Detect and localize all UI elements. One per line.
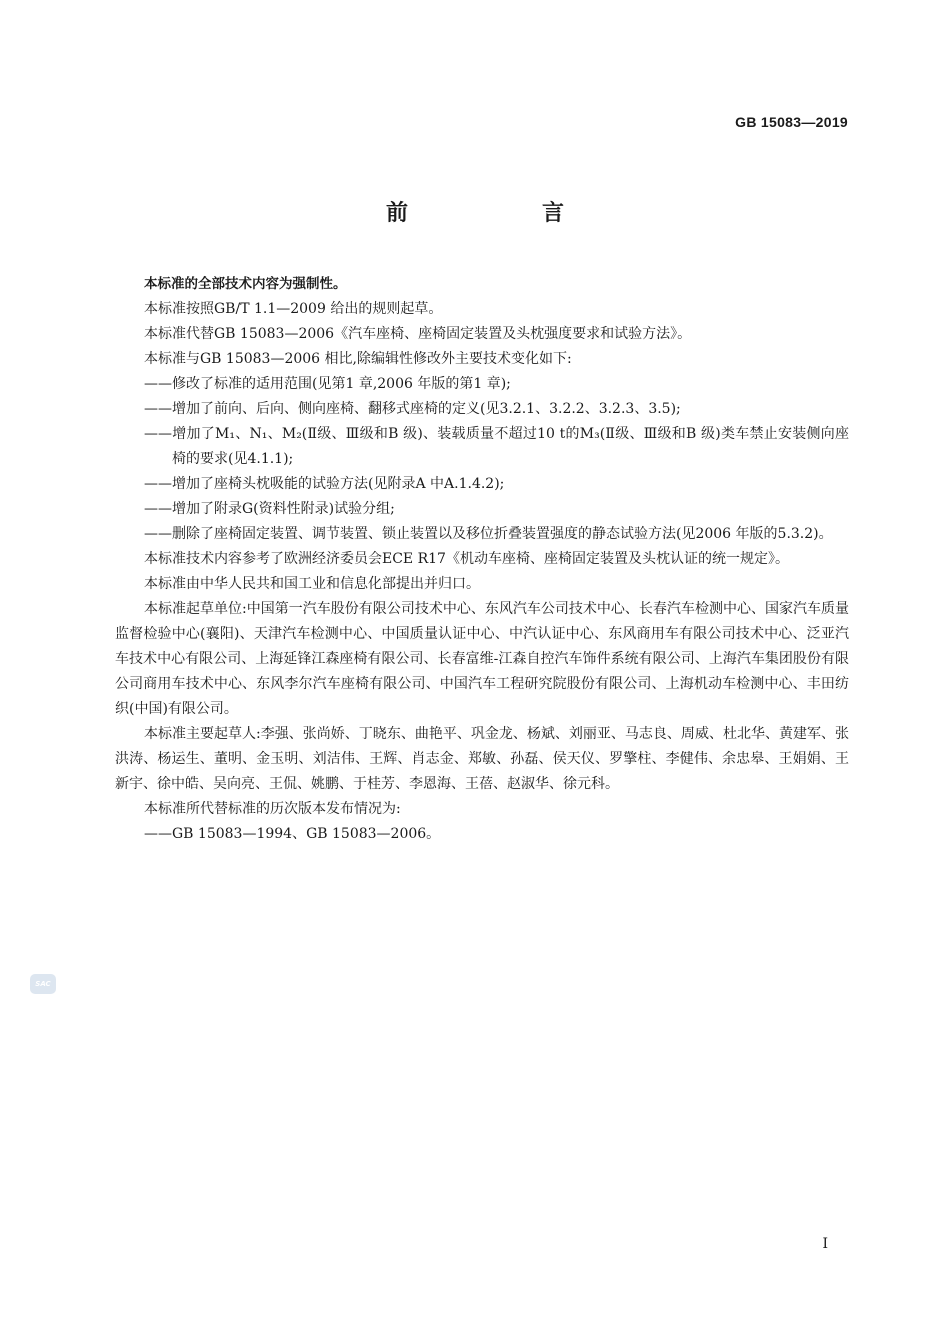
document-body bbox=[115, 272, 849, 847]
sac-watermark-logo: SAC bbox=[30, 974, 56, 994]
page-number: I bbox=[822, 1236, 828, 1252]
paragraph-drafters: 本标准主要起草人:李强、张尚娇、丁晓东、曲艳平、巩金龙、杨斌、刘丽亚、马志良、周威、杜北华、黄建军、张洪涛、杨运生、董明、金玉明、刘洁伟、王辉、肖志金、郑敏、孙磊、侯天仪、罗擎柱、李健伟、余忠皋、王娟娟、王新宇、徐中皓、吴向亮、王侃、姚鹏、于桂芳、李恩海、王蓓、赵淑华、徐元科。 bbox=[115, 726, 849, 792]
paragraph-drafting-rules: 本标准按照GB/T 1.1—2009 给出的规则起草。 bbox=[144, 301, 443, 317]
paragraph-replaces: 本标准代替GB 15083—2006《汽车座椅、座椅固定装置及头枕强度要求和试验方法》。 bbox=[144, 326, 692, 342]
history-list-item: ——GB 15083—1994、GB 15083—2006。 bbox=[144, 826, 441, 842]
paragraph-proposer: 本标准由中华人民共和国工业和信息化部提出并归口。 bbox=[144, 576, 480, 592]
change-list-item: ——删除了座椅固定装置、调节装置、锁止装置以及移位折叠装置强度的静态试验方法(见2006 年版的5.3.2)。 bbox=[144, 526, 833, 542]
page-title: 前 言 bbox=[385, 201, 620, 226]
standard-number: GB 15083—2019 bbox=[735, 114, 848, 130]
change-list-item: ——增加了前向、后向、侧向座椅、翻移式座椅的定义(见3.2.1、3.2.2、3.2.3、3.5); bbox=[144, 401, 681, 417]
change-list-item: ——增加了附录G(资料性附录)试验分组; bbox=[144, 501, 395, 517]
change-list-item: ——增加了座椅头枕吸能的试验方法(见附录A 中A.1.4.2); bbox=[144, 476, 505, 492]
paragraph-history-intro: 本标准所代替标准的历次版本发布情况为: bbox=[144, 801, 401, 817]
paragraph-reference: 本标准技术内容参考了欧洲经济委员会ECE R17《机动车座椅、座椅固定装置及头枕认证的统一规定》。 bbox=[144, 551, 789, 567]
mandatory-statement: 本标准的全部技术内容为强制性。 bbox=[144, 276, 347, 292]
paragraph-drafting-units: 本标准起草单位:中国第一汽车股份有限公司技术中心、东风汽车公司技术中心、长春汽车检测中心、国家汽车质量监督检验中心(襄阳)、天津汽车检测中心、中国质量认证中心、中汽认证中心、东风商用车有限公司技术中心、泛亚汽车技术中心有限公司、上海延锋江森座椅有限公司、长春富维-江森自控汽车饰件系统有限公司、上海汽车集团股份有限公司商用车技术中心、东风李尔汽车座椅有限公司、中国汽车工程研究院股份有限公司、上海机动车检测中心、丰田纺织(中国)有限公司。 bbox=[115, 601, 849, 717]
paragraph-changes-intro: 本标准与GB 15083—2006 相比,除编辑性修改外主要技术变化如下: bbox=[144, 351, 572, 367]
change-list-item: ——增加了M₁、N₁、M₂(Ⅱ级、Ⅲ级和B 级)、装载质量不超过10 t的M₃(Ⅱ级、Ⅲ级和B 级)类车禁止安装侧向座椅的要求(见4.1.1); bbox=[144, 426, 849, 467]
change-list-item: ——修改了标准的适用范围(见第1 章,2006 年版的第1 章); bbox=[144, 376, 511, 392]
